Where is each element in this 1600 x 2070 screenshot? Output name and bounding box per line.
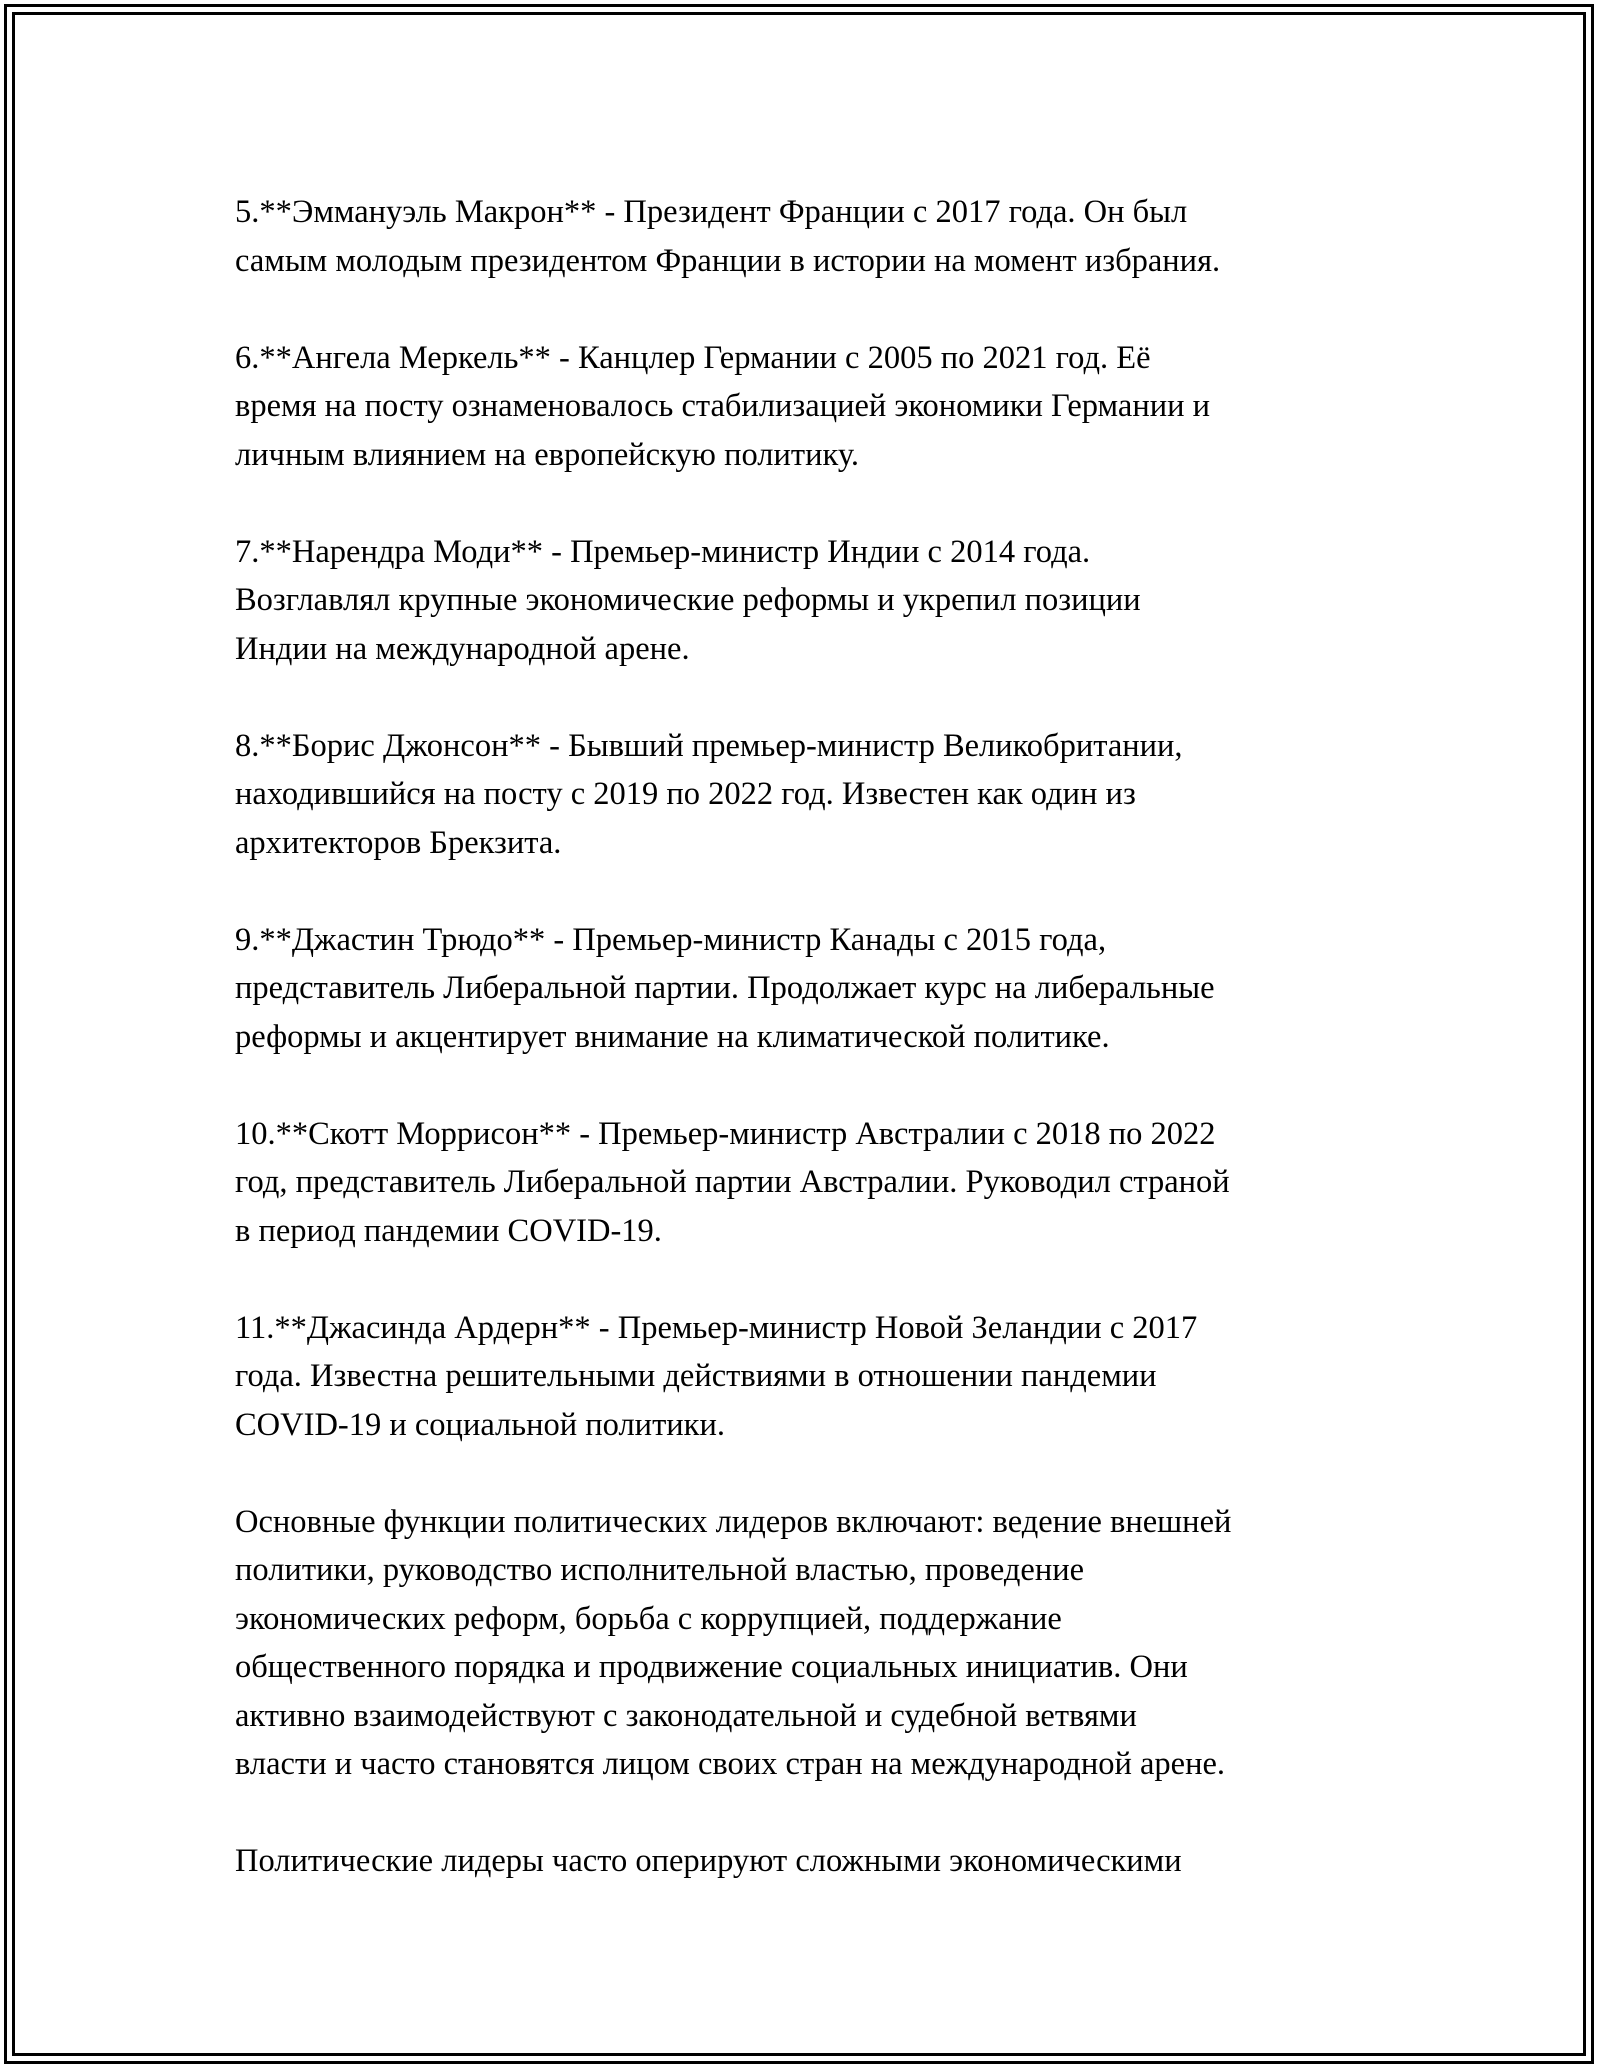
text-line: экономических реформ, борьба с коррупцией, поддержание xyxy=(235,1600,1062,1637)
text-line: личным влиянием на европейскую политику. xyxy=(235,436,859,473)
text-line: год, представитель Либеральной партии Австралии. Руководил страной xyxy=(235,1164,1230,1200)
text-line: власти и часто становятся лицом своих стран на международной арене. xyxy=(235,1746,1226,1782)
text-line: COVID-19 и социальной политики. xyxy=(235,1406,725,1443)
text-line: самым молодым президентом Франции в истории на момент избрания. xyxy=(235,242,1221,279)
text-line: в период пандемии COVID-19. xyxy=(235,1212,662,1249)
text-line: архитекторов Брекзита. xyxy=(235,824,562,861)
text-line: находившийся на посту с 2019 по 2022 год. Известен как один из xyxy=(235,776,1136,812)
text-line: реформы и акцентирует внимание на климатической политике. xyxy=(235,1018,1110,1055)
text-line: 7.**Нарендра Моди** - Премьер-министр Индии с 2014 года. xyxy=(235,533,1091,570)
text-line: представитель Либеральной партии. Продолжает курс на либеральные xyxy=(235,970,1215,1006)
text-line: активно взаимодействуют с законодательной и судебной ветвями xyxy=(235,1697,1137,1734)
text-line: общественного порядка и продвижение социальных инициатив. Они xyxy=(235,1649,1188,1685)
text-line: Возглавлял крупные экономические реформы и укрепил позиции xyxy=(235,582,1141,618)
paragraph-morrison xyxy=(235,1110,1385,1256)
text-line: 5.**Эммануэль Макрон** - Президент Франции с 2017 года. Он был xyxy=(235,194,1188,230)
text-line: время на посту ознаменовалось стабилизацией экономики Германии и xyxy=(235,388,1211,424)
paragraph-leader-functions xyxy=(235,1498,1385,1789)
text-line: 10.**Скотт Моррисон** - Премьер-министр Австралии с 2018 по 2022 xyxy=(235,1115,1216,1152)
text-line: Индии на международной арене. xyxy=(235,630,690,667)
text-line: 8.**Борис Джонсон** - Бывший премьер-министр Великобритании, xyxy=(235,727,1183,764)
text-line: 11.**Джасинда Ардерн** - Премьер-министр Новой Зеландии с 2017 xyxy=(235,1309,1198,1346)
paragraph-modi xyxy=(235,528,1385,674)
paragraph-johnson xyxy=(235,722,1385,868)
text-line: Основные функции политических лидеров включают: ведение внешней xyxy=(235,1503,1232,1540)
text-line: 6.**Ангела Меркель** - Канцлер Германии с 2005 по 2021 год. Её xyxy=(235,339,1151,376)
paragraph-merkel xyxy=(235,334,1385,480)
text-line: Политические лидеры часто оперируют сложными экономическими xyxy=(235,1843,1182,1879)
text-line: года. Известна решительными действиями в отношении пандемии xyxy=(235,1358,1157,1394)
text-line: 9.**Джастин Трюдо** - Премьер-министр Канады с 2015 года, xyxy=(235,921,1107,958)
paragraph-macron xyxy=(235,188,1385,285)
paragraph-ardern xyxy=(235,1304,1385,1450)
document-body xyxy=(235,188,1385,1934)
paragraph-trudeau xyxy=(235,916,1385,1062)
text-line: политики, руководство исполнительной властью, проведение xyxy=(235,1552,1085,1588)
paragraph-economic-issues xyxy=(235,1837,1385,1886)
